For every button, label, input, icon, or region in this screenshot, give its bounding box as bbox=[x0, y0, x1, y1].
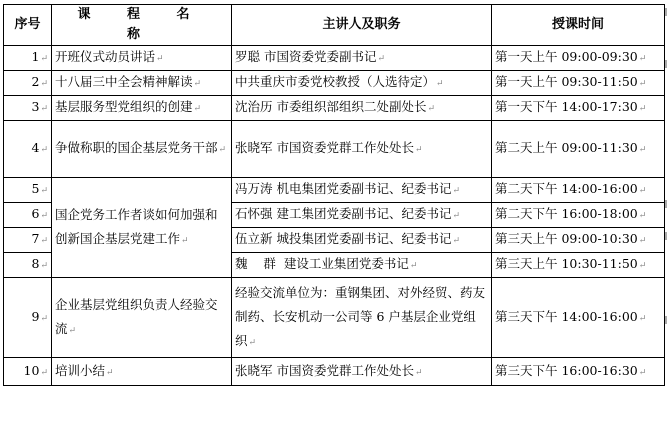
row-number: 7↵ bbox=[4, 228, 52, 253]
row-end-marker bbox=[665, 8, 667, 16]
row-number: 4↵ bbox=[4, 121, 52, 178]
row-number: 1↵ bbox=[4, 46, 52, 71]
row-number: 3↵ bbox=[4, 96, 52, 121]
table-row bbox=[4, 358, 665, 386]
speaker: 张晓军 市国资委党群工作处处长↵ bbox=[232, 121, 492, 178]
session-time: 第一天上午 09:30-11:50↵ bbox=[492, 71, 665, 96]
header-speaker: 主讲人及职务 bbox=[232, 5, 492, 46]
speaker: 冯万涛 机电集团党委副书记、纪委书记↵ bbox=[232, 178, 492, 203]
row-end-marker bbox=[665, 232, 667, 240]
course-name-merged: 国企党务工作者谈如何加强和创新国企基层党建工作↵ bbox=[52, 178, 232, 278]
table-row bbox=[4, 46, 665, 71]
header-no: 序号 bbox=[4, 5, 52, 46]
session-time: 第三天下午 14:00-16:00↵ bbox=[492, 278, 665, 358]
row-number: 8↵ bbox=[4, 253, 52, 278]
session-time: 第三天下午 16:00-16:30↵ bbox=[492, 358, 665, 386]
session-time: 第一天上午 09:00-09:30↵ bbox=[492, 46, 665, 71]
speaker: 中共重庆市委党校教授（人选待定）↵ bbox=[232, 71, 492, 96]
schedule-table bbox=[3, 4, 665, 386]
session-time: 第一天下午 14:00-17:30↵ bbox=[492, 96, 665, 121]
course-name: 争做称职的国企基层党务干部↵ bbox=[52, 121, 232, 178]
row-number: 5↵ bbox=[4, 178, 52, 203]
speaker: 经验交流单位为：重钢集团、对外经贸、药友制药、长安机动一公司等 6 户基层企业党组织↵ bbox=[232, 278, 492, 358]
speaker: 罗聪 市国资委党委副书记↵ bbox=[232, 46, 492, 71]
header-time: 授课时间 bbox=[492, 5, 665, 46]
header-course: 课 程 名 称 bbox=[52, 5, 232, 46]
session-time: 第二天上午 09:00-11:30↵ bbox=[492, 121, 665, 178]
row-number: 6↵ bbox=[4, 203, 52, 228]
speaker: 张晓军 市国资委党群工作处处长↵ bbox=[232, 358, 492, 386]
speaker: 伍立新 城投集团党委副书记、纪委书记↵ bbox=[232, 228, 492, 253]
course-name: 企业基层党组织负责人经验交流↵ bbox=[52, 278, 232, 358]
table-row bbox=[4, 121, 665, 178]
row-number: 2↵ bbox=[4, 71, 52, 96]
row-number: 9↵ bbox=[4, 278, 52, 358]
course-name: 开班仪式动员讲话↵ bbox=[52, 46, 232, 71]
speaker: 沈治历 市委组织部组织二处副处长↵ bbox=[232, 96, 492, 121]
session-time: 第三天上午 10:30-11:50↵ bbox=[492, 253, 665, 278]
session-time: 第二天下午 14:00-16:00↵ bbox=[492, 178, 665, 203]
row-end-marker bbox=[665, 60, 667, 68]
course-name: 基层服务型党组织的创建↵ bbox=[52, 96, 232, 121]
session-time: 第二天下午 16:00-18:00↵ bbox=[492, 203, 665, 228]
session-time: 第三天上午 09:00-10:30↵ bbox=[492, 228, 665, 253]
course-name: 十八届三中全会精神解读↵ bbox=[52, 71, 232, 96]
table-row bbox=[4, 71, 665, 96]
table-row bbox=[4, 96, 665, 121]
header-row bbox=[4, 5, 665, 46]
course-name: 培训小结↵ bbox=[52, 358, 232, 386]
row-end-marker bbox=[665, 316, 667, 324]
table-row bbox=[4, 278, 665, 358]
speaker: 魏 群 建设工业集团党委书记↵ bbox=[232, 253, 492, 278]
row-end-marker bbox=[665, 200, 667, 208]
row-number: 10↵ bbox=[4, 358, 52, 386]
speaker: 石怀强 建工集团党委副书记、纪委书记↵ bbox=[232, 203, 492, 228]
table-row bbox=[4, 178, 665, 203]
